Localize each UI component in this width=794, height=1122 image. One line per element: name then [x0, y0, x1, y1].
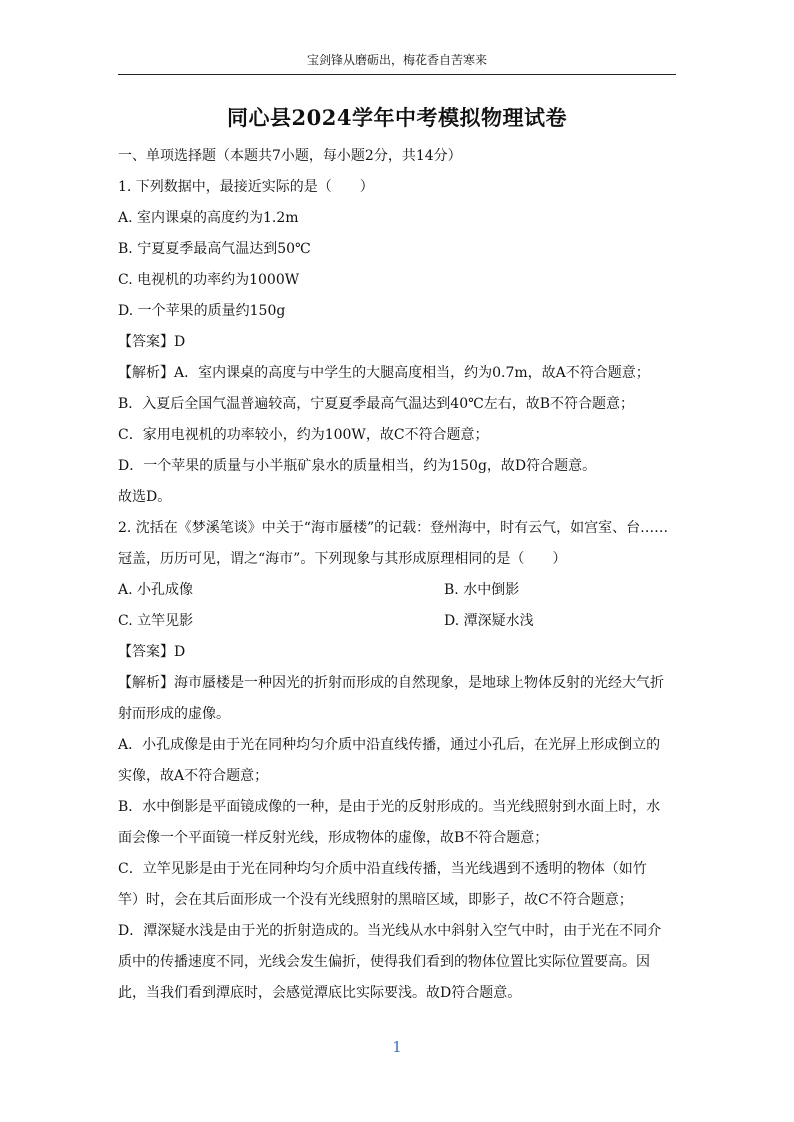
- q2-option-c: C. 立竿见影: [118, 613, 194, 629]
- q2-option-d: D. 潭深疑水浅: [444, 613, 534, 629]
- q2-option-a: A. 小孔成像: [118, 582, 194, 598]
- q2-stem-line: 2. 沈括在《梦溪笔谈》中关于“海市蜃楼”的记载：登州海中，时有云气，如宫室、台……: [118, 520, 669, 536]
- section-heading: 一、单项选择题（本题共7小题，每小题2分，共14分）: [118, 148, 462, 164]
- q1-analysis-line: B．入夏后全国气温普遍较高，宁夏夏季最高气温达到40℃左右，故B不符合题意；: [118, 396, 635, 412]
- q1-stem: 1. 下列数据中，最接近实际的是（ ）: [118, 179, 374, 195]
- q2-analysis-line: 质中的传播速度不同，光线会发生偏折，使得我们看到的物体位置比实际位置要高。因: [118, 954, 650, 970]
- q2-stem-line: 冠盖，历历可见，谓之“海市”。下列现象与其形成原理相同的是（ ）: [118, 551, 567, 567]
- q1-answer: 【答案】D: [118, 334, 186, 350]
- q2-analysis-line: 射而形成的虚像。: [118, 706, 230, 722]
- q1-option-a: A. 室内课桌的高度约为1.2m: [118, 210, 299, 226]
- q1-analysis-line: C．家用电视机的功率较小，约为100W，故C不符合题意；: [118, 427, 489, 443]
- header-motto: 宝剑锋从磨砺出，梅花香自苦寒来: [306, 53, 487, 67]
- q1-conclusion: 故选D。: [118, 489, 172, 505]
- q2-analysis-line: B．水中倒影是平面镜成像的一种，是由于光的反射形成的。当光线照射到水面上时，水: [118, 799, 661, 815]
- page-title: 同心县2024学年中考模拟物理试卷: [227, 105, 567, 130]
- q2-analysis-line: 【解析】海市蜃楼是一种因光的折射而形成的自然现象，是地球上物体反射的光经大气折: [118, 675, 664, 691]
- q2-analysis-line: 此，当我们看到潭底时，会感觉潭底比实际要浅。故D符合题意。: [118, 985, 522, 1001]
- q2-analysis-line: 竿）时，会在其后面形成一个没有光线照射的黑暗区域，即影子，故C不符合题意；: [118, 892, 633, 908]
- q2-answer: 【答案】D: [118, 644, 186, 660]
- q1-analysis-line: D．一个苹果的质量与小半瓶矿泉水的质量相当，约为150g，故D符合题意。: [118, 458, 597, 474]
- q2-analysis-line: A．小孔成像是由于光在同种均匀介质中沿直线传播，通过小孔后，在光屏上形成倒立的: [118, 737, 661, 753]
- q2-option-b: B. 水中倒影: [444, 582, 520, 598]
- page-number: 1: [392, 1038, 402, 1056]
- q2-analysis-line: C．立竿见影是由于光在同种均匀介质中沿直线传播，当光线遇到不透明的物体（如竹: [118, 861, 647, 877]
- page-header: [118, 52, 676, 75]
- q1-option-c: C. 电视机的功率约为1000W: [118, 272, 300, 288]
- q2-analysis-line: 实像，故A不符合题意；: [118, 768, 269, 784]
- q2-analysis-line: 面会像一个平面镜一样反射光线，形成物体的虚像，故B不符合题意；: [118, 830, 549, 846]
- q1-option-d: D. 一个苹果的质量约150g: [118, 303, 286, 319]
- q1-analysis-line: 【解析】A．室内课桌的高度与中学生的大腿高度相当，约为0.7m，故A不符合题意；: [118, 365, 650, 381]
- q2-analysis-line: D．潭深疑水浅是由于光的折射造成的。当光线从水中斜射入空气中时，由于光在不同介: [118, 923, 662, 939]
- q1-option-b: B. 宁夏夏季最高气温达到50℃: [118, 241, 311, 257]
